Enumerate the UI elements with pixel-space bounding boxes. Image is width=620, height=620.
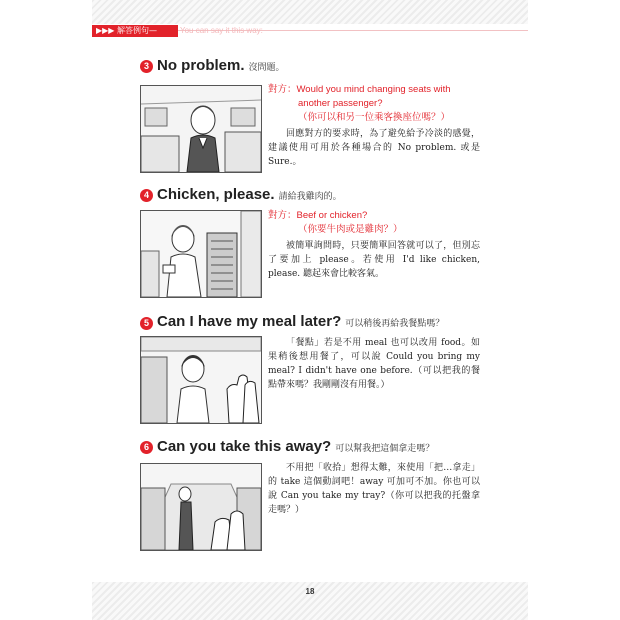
- section-number-badge: 3: [140, 60, 153, 73]
- section-title: [157, 186, 342, 206]
- illustration-seat-change: [140, 85, 262, 173]
- section-title: [157, 313, 444, 333]
- explanation-text: 被簡單詢問時，只要簡單回答就可以了，但別忘了要加上 please。若使用 I'd like chicken, please. 聽起來會比較客氣。: [268, 241, 480, 279]
- top-stripe-band: [92, 0, 528, 24]
- section-title-en: Can you take this away?: [157, 438, 332, 455]
- section-title-en: No problem.: [157, 57, 245, 74]
- section-title-zh: 可以稍後再給我餐點嗎？: [345, 319, 445, 329]
- attendant-with-cart-illustration: [141, 211, 261, 297]
- section-title-zh: 可以幫我把這個拿走嗎？: [335, 444, 435, 454]
- section-explanation: [268, 461, 480, 517]
- illustration-meal-later: [140, 336, 262, 424]
- illustration-take-away: [140, 463, 262, 551]
- explanation-text: 「餐點」若是不用 meal 也可以改用 food。如果稍後想用餐了，可以說 Could you bring my meal? I didn't have one before.（可以把我的餐點帶來嗎？我剛剛沒有用餐。）: [268, 338, 480, 390]
- section-number-badge: 5: [140, 317, 153, 330]
- cabin-attendant-illustration: [141, 86, 261, 172]
- section-explanation: [268, 127, 480, 169]
- dialogue-line: 對方：Beef or chicken?: [268, 210, 368, 221]
- illustration-meal-service: [140, 210, 262, 298]
- section-explanation: [268, 336, 480, 392]
- section-title-zh: 請給我雞肉的。: [278, 192, 342, 202]
- section-title-en: Chicken, please.: [157, 186, 275, 203]
- aisle-with-tray-illustration: [141, 464, 261, 550]
- explanation-text: 不用把「收拾」想得太難，來使用「把…拿走」的 take 這個動詞吧！away 可加可不加。你也可以說 Can you take my tray?（你可以把我的托盤拿走嗎？）: [268, 463, 480, 515]
- passenger-declining-illustration: [141, 337, 261, 423]
- dialogue-line: 對方：Would you mind changing seats with: [268, 84, 451, 95]
- dialogue-translation: （你要牛肉或是雞肉？）: [298, 224, 403, 235]
- section-title-en: Can I have my meal later?: [157, 313, 342, 330]
- section-title: [157, 438, 434, 458]
- section-explanation: [268, 239, 480, 281]
- explanation-text: 回應對方的要求時，為了避免給予冷淡的感覺，建議使用可用於各種場合的 No problem. 或是 Sure.。: [268, 129, 480, 167]
- header-tag: ▶▶▶ 解答例句—: [92, 25, 178, 37]
- section-number-badge: 6: [140, 441, 153, 454]
- section-title: [157, 57, 285, 77]
- dialogue-line: another passenger?: [298, 98, 383, 109]
- section-title-zh: 沒問題。: [248, 63, 285, 73]
- page-number: 18: [305, 587, 315, 596]
- dialogue-translation: （你可以和另一位乘客換座位嗎？）: [298, 112, 451, 123]
- header-subtitle: You can say it this way:: [180, 26, 263, 35]
- section-number-badge: 4: [140, 189, 153, 202]
